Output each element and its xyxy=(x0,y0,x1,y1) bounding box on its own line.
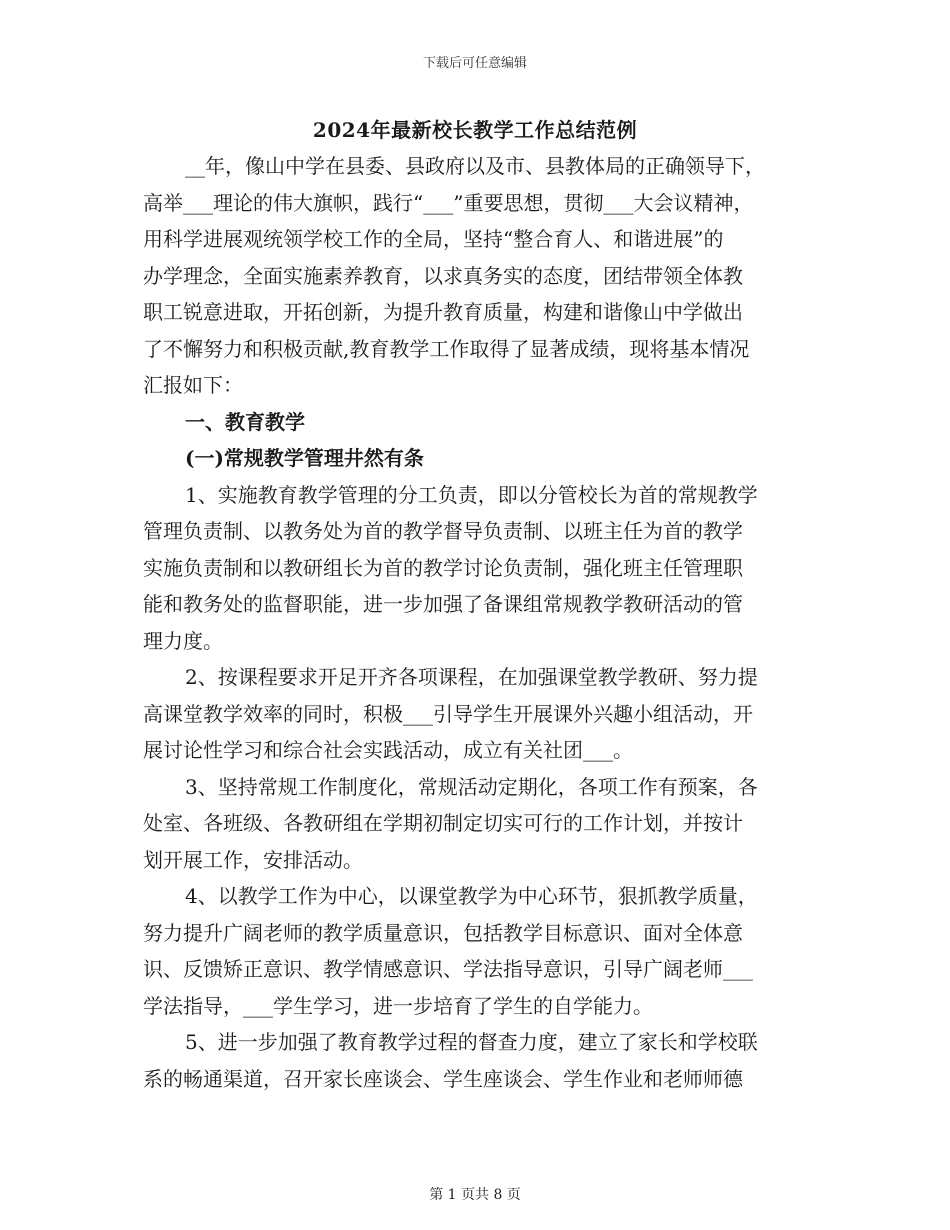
body-line: 高举___理论的伟大旗帜，践行“___”重要思想，贯彻___大会议精神， xyxy=(143,190,754,215)
body-line: 用科学进展观统领学校工作的全局，坚持“整合育人、和谐进展”的 xyxy=(143,227,724,251)
body-line: 高课堂教学效率的同时，积极___引导学生开展课外兴趣小组活动，开 xyxy=(143,701,753,726)
subsection-heading: (一)常规教学管理井然有条 xyxy=(185,446,424,470)
body-line: 4、以教学工作为中心，以课堂教学为中心环节，狠抓教学质量， xyxy=(185,884,758,908)
body-line: 处室、各班级、各教研组在学期初制定切实可行的工作计划，并按计 xyxy=(143,811,743,835)
body-line: 理力度。 xyxy=(143,628,223,653)
body-line: 识、反馈矫正意识、教学情感意识、学法指导意识，引导广阔老师___ xyxy=(143,957,753,981)
body-line: 努力提升广阔老师的教学质量意识，包括教学目标意识、面对全体意 xyxy=(143,920,743,945)
body-line: 系的畅通渠道，召开家长座谈会、学生座谈会、学生作业和老师师德 xyxy=(143,1066,743,1091)
page-header-note: 下载后可任意编辑 xyxy=(422,56,527,71)
body-line: 管理负责制、以教务处为首的教学督导负责制、以班主任为首的教学 xyxy=(143,519,743,543)
document-title: 2024年最新校长教学工作总结范例 xyxy=(312,118,638,142)
body-line: 能和教务处的监督职能，进一步加强了备课组常规教学教研活动的管 xyxy=(143,592,743,616)
page-number: 第 1 页共 8 页 xyxy=(429,1187,521,1203)
body-line: 3、坚持常规工作制度化，常规活动定期化，各项工作有预案，各 xyxy=(185,774,758,799)
body-line: 划开展工作，安排活动。 xyxy=(143,847,363,872)
body-line: 汇报如下： xyxy=(143,373,243,397)
body-line: 2、按课程要求开足开齐各项课程，在加强课堂教学教研、努力提 xyxy=(185,665,758,689)
body-line: __年，像山中学在县委、县政府以及市、县教体局的正确领导下， xyxy=(185,154,765,178)
body-line: 职工锐意进取，开拓创新，为提升教育质量，构建和谐像山中学做出 xyxy=(143,300,743,324)
body-line: 5、进一步加强了教育教学过程的督查力度，建立了家长和学校联 xyxy=(185,1030,758,1054)
body-line: 实施负责制和以教研组长为首的教学讨论负责制，强化班主任管理职 xyxy=(143,555,743,580)
body-line: 学法指导，___学生学习，进一步培育了学生的自学能力。 xyxy=(143,993,653,1018)
body-line: 1、实施教育教学管理的分工负责，即以分管校长为首的常规教学 xyxy=(185,482,758,507)
body-line: 了不懈努力和积极贡献,教育教学工作取得了显著成绩，现将基本情况 xyxy=(143,336,750,361)
body-line: 展讨论性学习和综合社会实践活动，成立有关社团___。 xyxy=(143,738,633,762)
document-body xyxy=(143,148,815,1097)
section-heading: 一、教育教学 xyxy=(185,409,305,434)
body-line: 办学理念，全面实施素养教育，以求真务实的态度，团结带领全体教 xyxy=(143,263,743,288)
